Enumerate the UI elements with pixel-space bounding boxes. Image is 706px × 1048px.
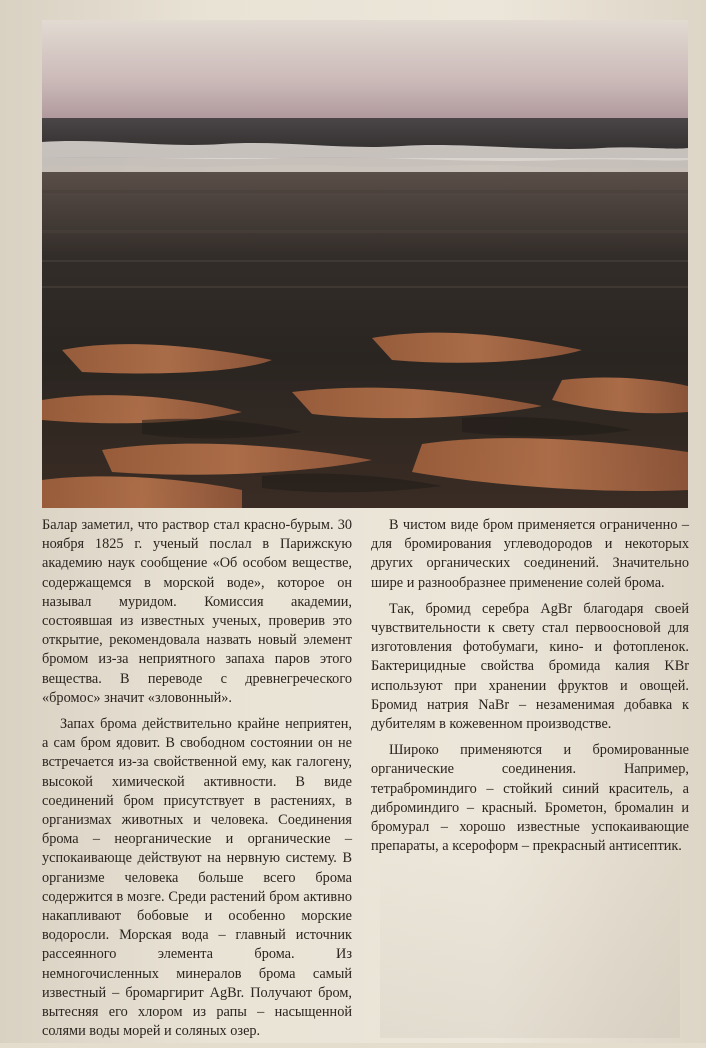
- paragraph: Запах брома действительно крайне неприятен, а сам бром ядовит. В свободном состоянии он не встречается из-за свойственной ему, как галогену, высокой химической активности. В виде соединений бром присутствует в растениях, в организмах животных и человека. Соединения брома – неорганические и органические – успокаивающе действуют на нервную систему. В организме человека больше всего брома содержится в мозге. Среди растений бром активно накапливают бобовые и особенно морские водоросли. Морская вода – главный источник рассеянного элемента брома. Из немногочисленных минералов брома самый известный – бромаргирит AgBr. Получают бром, вытесняя его хлором из рапы – насыщенной солями воды морей и соляных озер.: [42, 716, 352, 1040]
- beach-shore-photo: [42, 20, 688, 508]
- photo-illustration: [42, 20, 688, 508]
- paragraph: Так, бромид серебра AgBr благодаря своей чувствительности к свету стал первоосновой для изготовления фотобумаги, кино- и фотопленок. Бактерицидные свойства бромида калия KBr используют при хранении фруктов и овощей. Бромид натрия NaBr – незаменимая добавка к дубителям в кожевенном производстве.: [371, 600, 689, 733]
- show-through-shadow: [380, 858, 680, 1038]
- paragraph: Балар заметил, что раствор стал красно-бурым. 30 ноября 1825 г. ученый послал в Парижскую академию наук сообщение «Об особом веществе, содержащемся в морской воде», которое он называл муридом. Комиссия академии, состоявшая из известных ученых, проверив это открытие, рекомендовала назвать новый элемент бромом из-за неприятного запаха паров этого вещества. В переводе с древнегреческого «бромос» значит «зловонный».: [42, 517, 352, 706]
- right-text-column: [371, 516, 689, 863]
- paragraph: В чистом виде бром применяется ограниченно – для бромирования углеводородов и некоторых других органических соединений. Значительно шире и разнообразнее применение солей брома.: [371, 517, 689, 591]
- paragraph: Широко применяются и бромированные органические соединения. Например, тетраброминдиго – стойкий синий краситель, а диброминдиго – красный. Брометон, бромалин и бромурал – хорошо известные успокаивающие препараты, а ксероформ – прекрасный антисептик.: [371, 742, 689, 855]
- left-text-column: [42, 516, 352, 1048]
